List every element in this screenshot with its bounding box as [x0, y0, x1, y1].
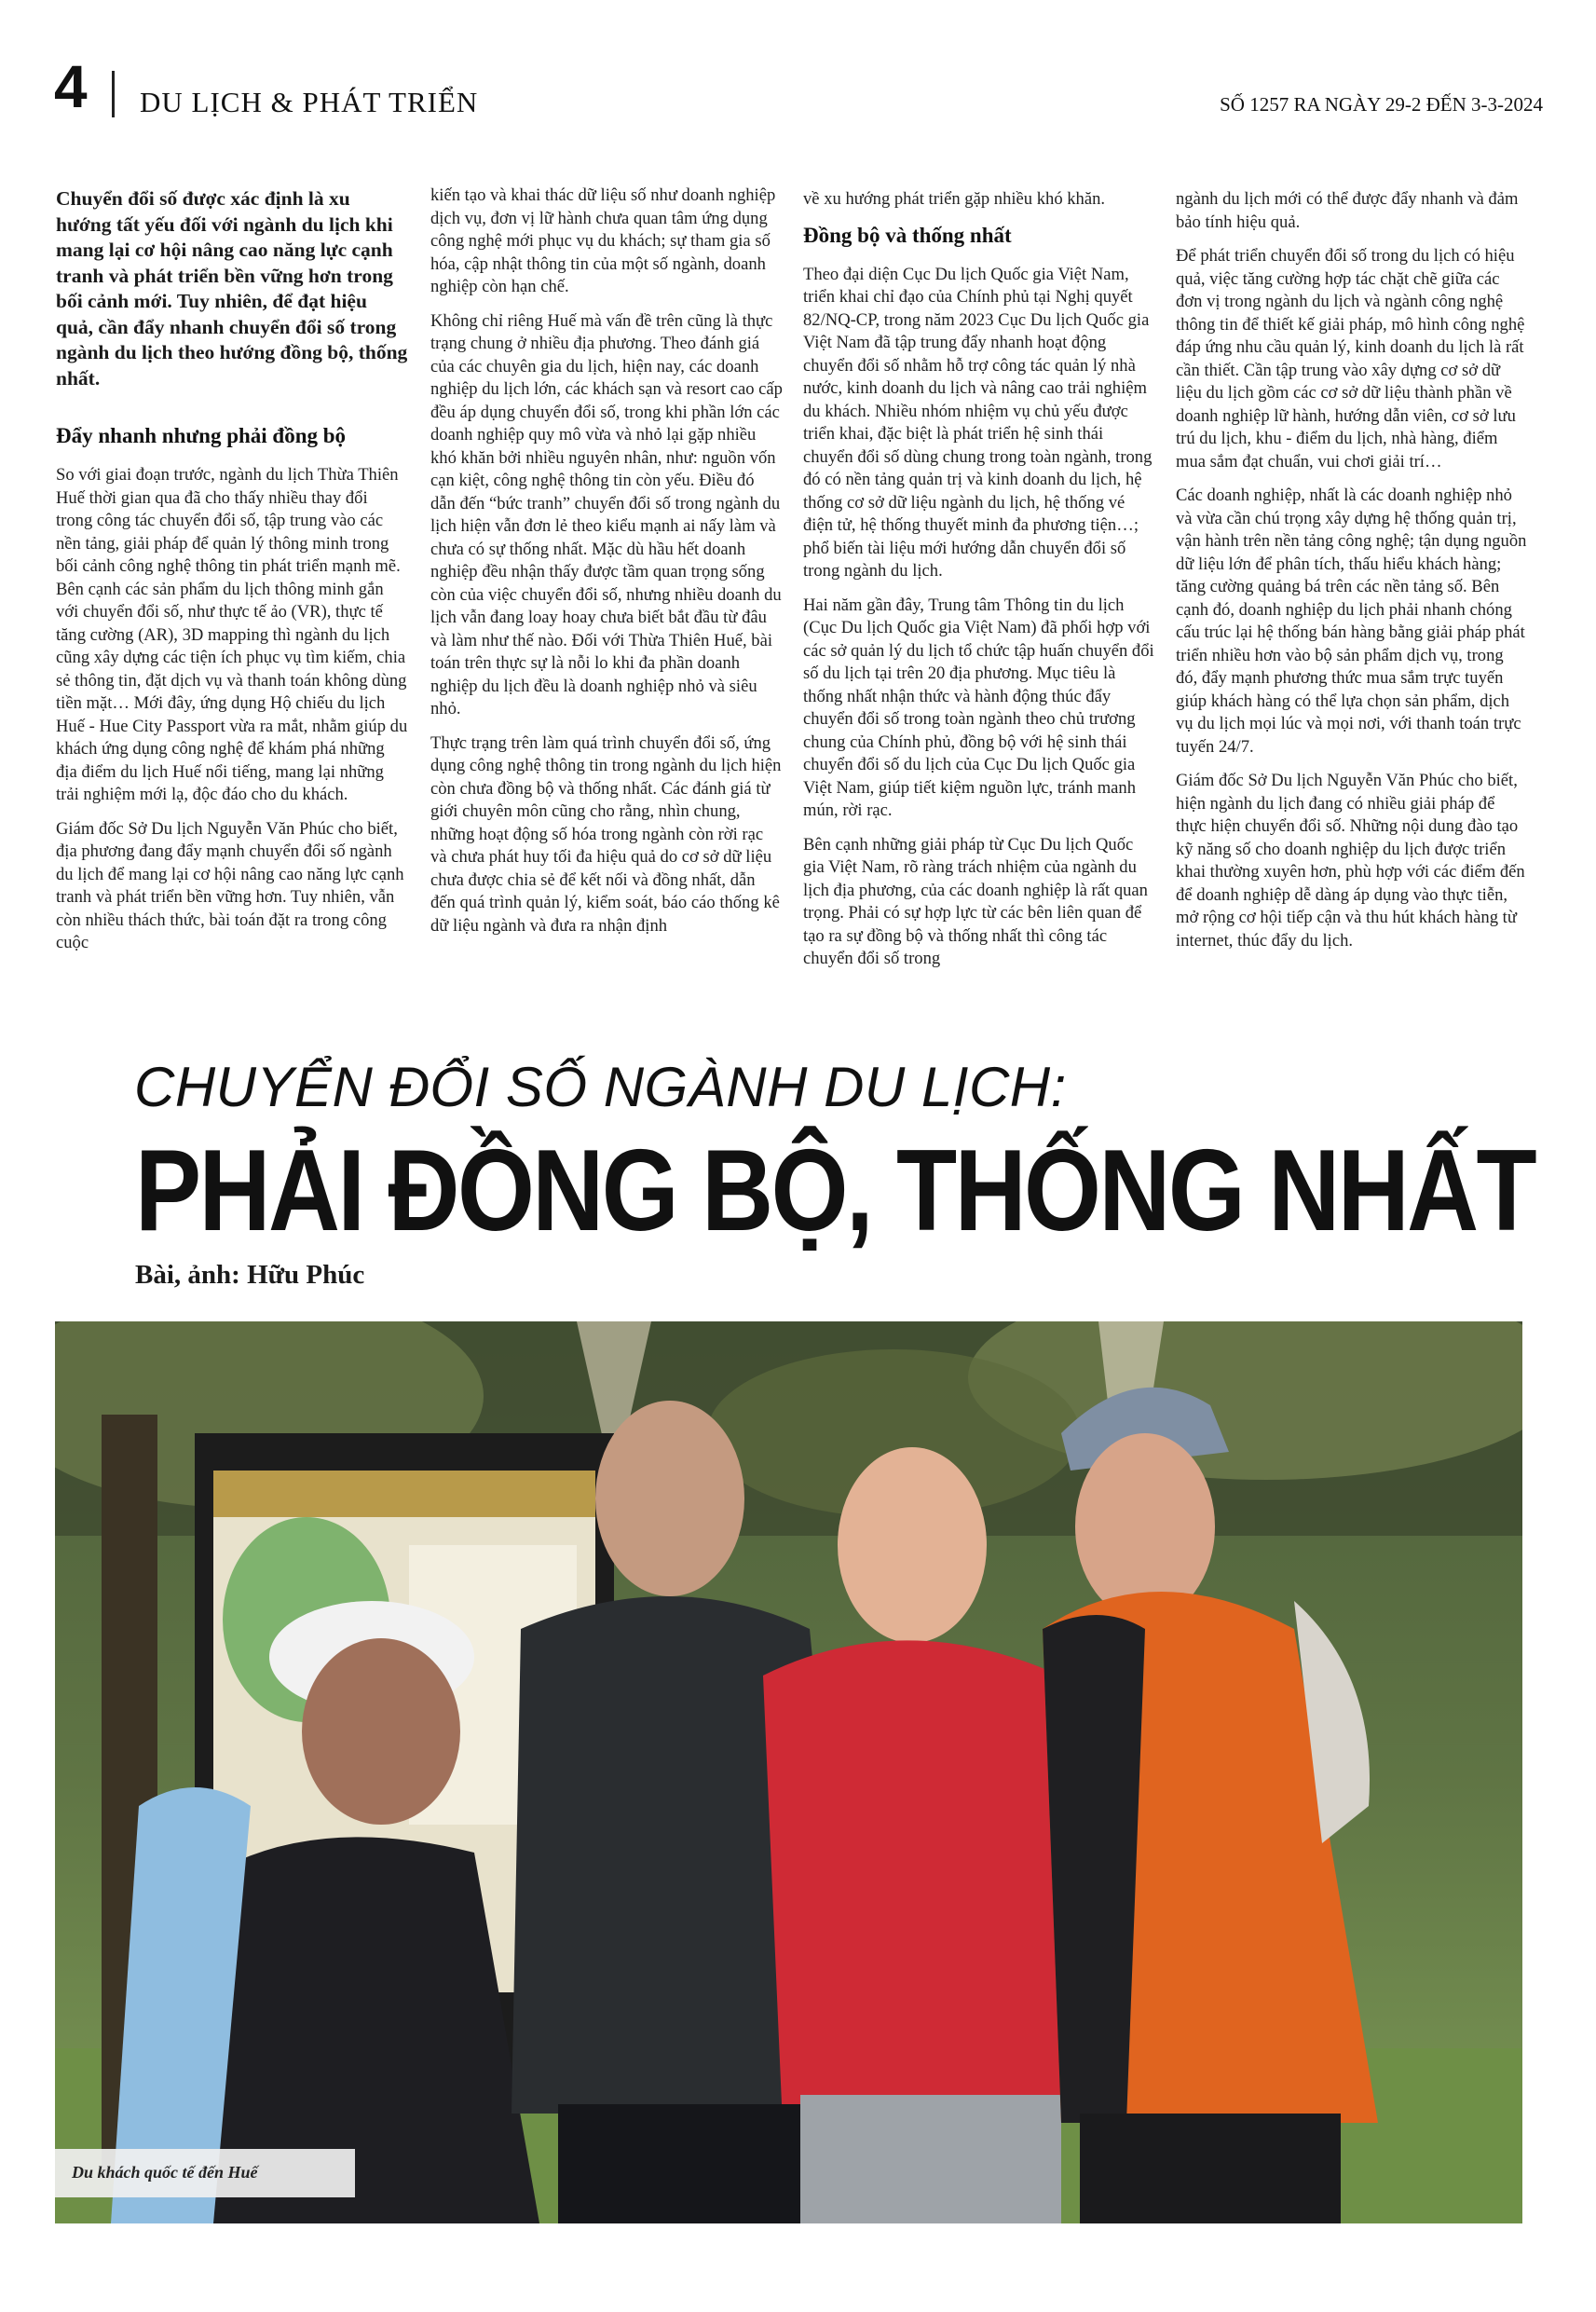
- issue-info: SỐ 1257 RA NGÀY 29-2 ĐẾN 3-3-2024: [1220, 93, 1543, 116]
- header-divider: [112, 71, 115, 117]
- article-lead: Chuyển đổi số được xác định là xu hướng tất yếu đối với ngành du lịch khi mang lại cơ hội nâng cao năng lực cạnh tranh và phát triển bền vững hơn trong bối cảnh mới. Tuy nhiên, để đạt hiệu quả, cần đẩy nhanh chuyển đổi số trong ngành du lịch theo hướng đồng bộ, thống nhất.: [56, 187, 408, 390]
- page-header: [54, 53, 1543, 123]
- paragraph: ngành du lịch mới có thể được đẩy nhanh và đảm bảo tính hiệu quả.: [1176, 189, 1519, 232]
- paragraph: về xu hướng phát triển gặp nhiều khó khăn.: [803, 189, 1106, 209]
- paragraph: Để phát triển chuyển đổi số trong du lịch có hiệu quả, việc tăng cường hợp tác chặt chẽ giữa các đơn vị trong ngành du lịch và ngành công nghệ thông tin để thiết kế giải pháp, mô hình công nghệ đáp ứng nhu cầu quản lý, kinh doanh du lịch là rất cần thiết. Cần tập trung vào xây dựng cơ sở dữ liệu du lịch gồm các cơ sở dữ liệu thành phần về doanh nghiệp lữ hành, hướng dẫn viên, cơ sở lưu trú du lịch, khu - điểm du lịch, nhà hàng, điểm mua sắm đạt chuẩn, vui chơi giải trí…: [1176, 246, 1525, 472]
- paragraph: Không chỉ riêng Huế mà vấn đề trên cũng là thực trạng chung ở nhiều địa phương. Theo đánh giá của các chuyên gia du lịch, hiện nay, các doanh nghiệp du lịch lớn, các khách sạn và resort cao cấp đều áp dụng chuyển đổi số, trong khi phần lớn các doanh nghiệp quy mô vừa và nhỏ lại gặp nhiều khó khăn bởi nhiều nguyên nhân, như: nguồn vốn cạn kiệt, công nghệ thông tin còn yếu. Điều đó dẫn đến “bức tranh” chuyển đổi số trong ngành du lịch hiện vẫn đơn lẻ theo kiểu mạnh ai nấy làm và chưa có sự thống nhất. Mặc dù hầu hết doanh nghiệp đều nhận thấy được tầm quan trọng sống còn của việc chuyển đổi số, nhưng nhiều doanh du lịch vẫn đang loay hoay chưa biết bắt đầu từ đâu và làm như thế nào. Đối với Thừa Thiên Huế, bài toán trên thực sự là nỗi lo khi đa phần doanh nghiệp du lịch đều là doanh nghiệp nhỏ và siêu nhỏ.: [430, 310, 783, 718]
- subhead-2: Đồng bộ và thống nhất: [803, 223, 1012, 247]
- article-kicker: CHUYỂN ĐỔI SỐ NGÀNH DU LỊCH:: [134, 1056, 1067, 1118]
- column-2: [430, 185, 783, 949]
- paragraph: Theo đại diện Cục Du lịch Quốc gia Việt Nam, triển khai chỉ đạo của Chính phủ tại Nghị quyết 82/NQ-CP, trong năm 2023 Cục Du lịch Quốc gia Việt Nam đã tập trung đẩy nhanh hoạt động chuyển đổi số nhằm hỗ trợ công tác quản lý nhà nước, kinh doanh du lịch và nâng cao trải nghiệm du khách. Nhiều nhóm nhiệm vụ chủ yếu được triển khai, đặc biệt là phát triển hệ sinh thái chuyển đổi số dùng chung trong toàn ngành, trong đó có nền tảng quản trị và kinh doanh du lịch, hệ thống cơ sở dữ liệu ngành du lịch, hệ thống vé điện tử, hệ thống thuyết minh đa phương tiện…; phổ biến tài liệu mới hướng dẫn chuyển đổi số trong ngành du lịch.: [803, 264, 1153, 581]
- article-photo: [55, 1321, 1522, 2223]
- photo-caption: Du khách quốc tế đến Huế: [72, 2163, 258, 2182]
- paragraph: Bên cạnh những giải pháp từ Cục Du lịch Quốc gia Việt Nam, rõ ràng trách nhiệm của ngành du lịch địa phương, của các doanh nghiệp là rất quan trọng. Phải có sự hợp lực từ các bên liên quan để tạo ra sự đồng bộ và thống nhất thì công tác chuyển đổi số trong: [803, 834, 1148, 968]
- paragraph: So với giai đoạn trước, ngành du lịch Thừa Thiên Huế thời gian qua đã cho thấy nhiều thay đổi trong công tác chuyển đổi số, tập trung vào các nền tảng, giải pháp để quản lý thông minh trong bối cảnh công nghệ thông tin phát triển mạnh mẽ. Bên cạnh các sản phẩm du lịch thông minh gắn với chuyển đổi số, như thực tế ảo (VR), thực tế tăng cường (AR), 3D mapping thì ngành du lịch cũng xây dựng các tiện ích phục vụ tìm kiếm, chia sẻ thông tin, đặt dịch vụ và thanh toán không dùng tiền mặt… Mới đây, ứng dụng Hộ chiếu du lịch Huế - Hue City Passport vừa ra mắt, nhằm giúp du khách ứng dụng công nghệ để khám phá những địa điểm du lịch Huế nổi tiếng, mang lại những trải nghiệm mới lạ, độc đáo cho du khách.: [56, 465, 408, 804]
- paragraph: Hai năm gần đây, Trung tâm Thông tin du lịch (Cục Du lịch Quốc gia Việt Nam) đã phối hợp với các sở quản lý du lịch tổ chức tập huấn chuyển đổi số du lịch tại trên 20 địa phương. Mục tiêu là thống nhất nhận thức và hành động thúc đẩy chuyển đổi số trong toàn ngành theo chủ trương chung của Chính phủ, đồng bộ với hệ sinh thái chuyển đổi số du lịch của Cục Du lịch Quốc gia Việt Nam, giúp tiết kiệm nguồn lực, tránh manh mún, rời rạc.: [803, 595, 1154, 820]
- article-byline: Bài, ảnh: Hữu Phúc: [135, 1260, 365, 1290]
- paragraph: kiến tạo và khai thác dữ liệu số như doanh nghiệp dịch vụ, đơn vị lữ hành chưa quan tâm ứng dụng công nghệ mới phục vụ du khách; sự tham gia số hóa, cập nhật thông tin của một số ngành, doanh nghiệp còn hạn chế.: [430, 185, 776, 296]
- column-3: [803, 188, 1155, 982]
- section-name: DU LỊCH & PHÁT TRIỂN: [140, 86, 479, 118]
- paragraph: Giám đốc Sở Du lịch Nguyễn Văn Phúc cho biết, địa phương đang đẩy mạnh chuyển đổi số ngành du lịch để mang lại cơ hội nâng cao năng lực cạnh tranh và phát triển bền vững hơn. Tuy nhiên, vẫn còn nhiều thách thức, bài toán đặt ra trong công cuộc: [56, 818, 404, 952]
- photo-caption-box: [55, 2149, 355, 2197]
- paragraph: Thực trạng trên làm quá trình chuyển đổi số, ứng dụng công nghệ thông tin trong ngành du lịch hiện còn chưa đồng bộ và thống nhất. Các đánh giá từ giới chuyên môn cũng cho rằng, nhìn chung, những hoạt động số hóa trong ngành còn rời rạc và chưa phát huy tối đa hiệu quả do cơ sở dữ liệu chưa được chia sẻ để kết nối và đồng nhất, dẫn đến quá trình quản lý, kiểm soát, báo cáo thống kê dữ liệu ngành và đưa ra nhận định: [430, 732, 782, 936]
- subhead-1: Đẩy nhanh nhưng phải đồng bộ: [56, 424, 347, 447]
- article-headline: PHẢI ĐỒNG BỘ, THỐNG NHẤT: [135, 1127, 1535, 1255]
- paragraph: Giám đốc Sở Du lịch Nguyễn Văn Phúc cho biết, hiện ngành du lịch đang có nhiều giải pháp để thực hiện chuyển đổi số. Những nội dung đào tạo kỹ năng số cho doanh nghiệp du lịch được triển khai thường xuyên hơn, phù hợp với các điểm đến để doanh nghiệp dễ dàng áp dụng vào thực tiễn, mở rộng cơ hội tiếp cận và thu hút khách hàng từ internet, thúc đẩy du lịch.: [1176, 771, 1525, 951]
- column-4: [1176, 188, 1528, 964]
- column-1: [56, 186, 408, 966]
- page-number: 4: [54, 53, 88, 120]
- paragraph: Các doanh nghiệp, nhất là các doanh nghiệp nhỏ và vừa cần chú trọng xây dựng hệ thống quản trị, vận hành trên nền tảng công nghệ; tận dụng nguồn dữ liệu lớn để phân tích, thấu hiểu khách hàng; tăng cường quảng bá trên các nền tảng số. Bên cạnh đó, doanh nghiệp du lịch phải nhanh chóng cấu trúc lại hệ thống bán hàng bằng giải pháp phát triển nhiều hơn vào bộ sản phẩm dịch vụ, trong đó, đẩy mạnh phương thức mua sắm trực tuyến giúp khách hàng có thể lựa chọn sản phẩm, dịch vụ du lịch mọi lúc và mọi nơi, với thanh toán trực tuyến 24/7.: [1176, 486, 1527, 757]
